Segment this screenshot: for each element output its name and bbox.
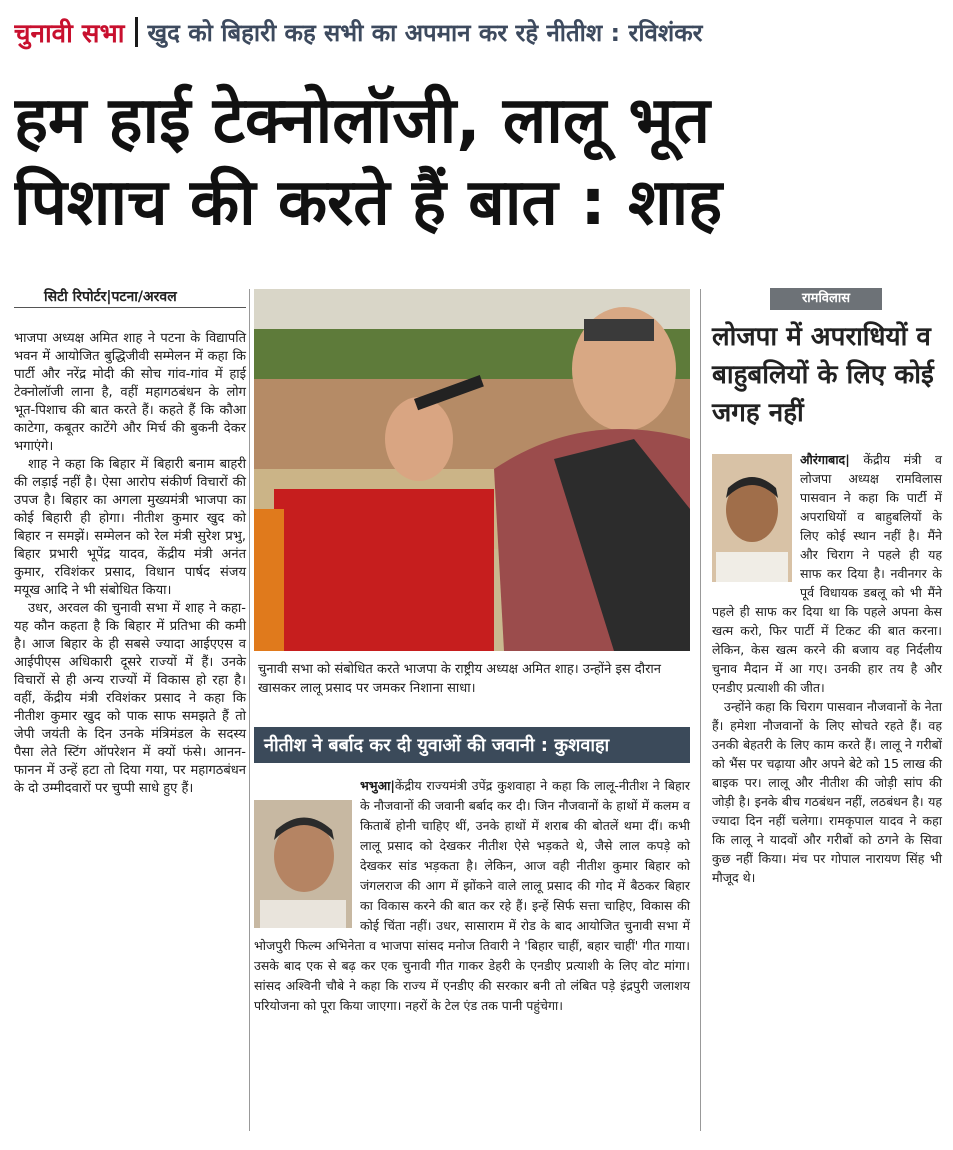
kushwaha-portrait-illustration xyxy=(254,800,352,928)
column-divider-right xyxy=(700,289,701,1131)
kicker-row xyxy=(14,12,944,52)
kushwaha-headline: नीतीश ने बर्बाद कर दी युवाओं की जवानी : कुशवाहा xyxy=(254,727,690,763)
paswan-portrait-illustration xyxy=(712,454,792,582)
main-story-body xyxy=(14,330,246,798)
side-story-paragraph-2: उन्होंने कहा कि चिराग पासवान नौजवानों के नेता हैं। हमेशा नौजवानों के लिए सोचते रहते हैं। वह उनकी बेहतरी के लिए काम करते हैं। लालू ने गरीबों को भैंस पर चढ़ाया और अपने बेटे को 15 लाख की बाइक पर। लालू और नीतीश की जोड़ी सांप की जोड़ी है। इनके बीच गठबंधन नहीं, लठबंधन है। यह ज्यादा दिन नहीं चलेगा। रामकृपाल यादव ने कहा कि लालू ने यादवों और गरीबों को ठगने के सिवा कुछ नहीं किया। मंच पर गोपाल नारायण सिंह भी मौजूद थे। xyxy=(712,699,942,885)
side-story-tag: रामविलास xyxy=(770,288,882,310)
kushwaha-story-text: केंद्रीय राज्यमंत्री उपेंद्र कुशवाहा ने कहा कि लालू-नीतीश ने बिहार के नौजवानों की जवानी बर्बाद कर दी। जिन नौजवानों के हाथों में कलम व किताबें होनी चाहिए थीं, उनके हाथों में शराब की बोतलें थमा दीं। कभी लालू प्रसाद को देखकर नीतीश ऐसे भड़कते थे, जैसे लाल कपड़े को देखकर सांड भड़कता है। लेकिन, आज वही नीतीश कुमार बिहार को जंगलराज की आग में झोंकने वाले लालू प्रसाद की गोद में बैठकर बिहार का विकास करने की बात कर रहे हैं। इन्हें सिर्फ सत्ता चाहिए, विकास की कोई चिंता नहीं। उधर, सासाराम में रोड के बाद आयोजित चुनावी सभा में भोजपुरी फिल्म अभिनेता व भाजपा सांसद मनोज तिवारी ने 'बिहार चाहीं, बहार चाहीं' गीत गाया। उसके बाद एक से बढ़ कर एक चुनावी गीत गाकर डेहरी के एनडीए प्रत्याशी के लिए वोट मांगा। सांसद अश्विनी चौबे ने कहा कि राज्य में एनडीए की सरकार बनी तो लंबित पड़े इंद्रपुरी जलाशय परियोजना को पूरा किया जाएगा। नहरों के टेल एंड तक पानी पहुंचेगा। xyxy=(254,778,690,1013)
main-story-paragraph: भाजपा अध्यक्ष अमित शाह ने पटना के विद्यापति भवन में आयोजित बुद्धिजीवी सम्मेलन में कहा कि पार्टी और नरेंद्र मोदी की सोच गांव-गांव में हाई टेक्नोलॉजी लाना है, वहीं महागठबंधन के लोग भूत-पिशाच की बात करते हैं। कहते हैं कि कौआ काटेगा, कबूतर काटेंगे और मिर्च की बुकनी देकर भगाएंगे। xyxy=(14,331,246,454)
side-story-paragraph-1 xyxy=(712,450,942,697)
kushwaha-dateline: भभुआ| xyxy=(360,778,395,793)
main-headline xyxy=(14,80,939,244)
main-story-paragraph: शाह ने कहा कि बिहार में बिहारी बनाम बाहरी की लड़ाई नहीं है। ऐसा आरोप संकीर्ण विचारों की उपज है। बिहार का अगला मुख्यमंत्री भाजपा का कोई बिहारी ही होगा। नीतीश कुमार खुद को बिहार न समझें। सम्मेलन को रेल मंत्री सुरेश प्रभु, बिहार प्रभारी भूपेंद्र यादव, केंद्रीय मंत्री अनंत कुमार, रविशंकर प्रसाद, विधान पार्षद संजय मयूख आदि ने भी संबोधित किया। xyxy=(14,457,246,598)
side-story-headline: लोजपा में अपराधियों व बाहुबलियों के लिए कोई जगह नहीं xyxy=(712,322,934,428)
photo-caption: चुनावी सभा को संबोधित करते भाजपा के राष्ट्रीय अध्यक्ष अमित शाह। उन्होंने इस दौरान खासकर लालू प्रसाद पर जमकर निशाना साधा। xyxy=(258,662,661,696)
column-divider-left xyxy=(249,289,250,1131)
side-story-text-1: केंद्रीय मंत्री व लोजपा अध्यक्ष रामविलास पासवान ने कहा कि पार्टी में अपराधियों व बाहुबलियों के लिए कोई स्थान नहीं है। मैंने और चिराग ने पहले ही यह साफ कर दिया है। नवीनगर के पूर्व विधायक डबलू को भी मैंने पहले ही साफ कर दिया था कि पहले अपना केस खत्म करो, फिर पार्टी में टिकट की बात करना। लेकिन, केस खत्म करने की बजाय वह निर्दलीय चुनाव मैदान में आ गए। उनकी हार तय है और एनडीए प्रत्याशी की जीत। xyxy=(712,452,942,695)
byline-divider xyxy=(14,307,246,308)
kicker-subheading: खुद को बिहारी कह सभी का अपमान कर रहे नीतीश : रविशंकर xyxy=(147,18,703,47)
paswan-portrait xyxy=(712,454,792,582)
side-story-body xyxy=(712,450,942,887)
headline-line-1: हम हाई टेक्नोलॉजी, लालू भूत xyxy=(14,84,710,158)
kushwaha-portrait xyxy=(254,800,352,928)
rally-photo xyxy=(254,289,690,651)
side-story-dateline: औरंगाबाद| xyxy=(800,452,850,467)
kicker-divider xyxy=(135,17,138,47)
headline-line-2: पिशाच की करते हैं बात : शाह xyxy=(14,166,723,240)
rally-photo-illustration xyxy=(254,289,690,651)
kushwaha-story-body xyxy=(254,776,690,1016)
byline: सिटी रिपोर्टर|पटना/अरवल xyxy=(44,289,177,305)
main-story-paragraph: उधर, अरवल की चुनावी सभा में शाह ने कहा- यह कौन कहता है कि बिहार में प्रतिभा की कमी है। आज बिहार के ही सबसे ज्यादा आईएएस व आईपीएस अधिकारी दूसरे राज्यों में हैं। उनके विचारों से ही अन्य राज्यों में विकास हो रहा है। वहीं, केंद्रीय मंत्री रविशंकर प्रसाद ने कहा कि नीतीश कुमार खुद को पाक साफ समझते हैं तो जेपी जयंती के दिन उनके मंत्रिमंडल के सदस्य पैसा लेते स्टिंग ऑपरेशन में क्यों फंसे। आनन-फानन में उन्हें हटा तो दिया गया, पर महागठबंधन के दो उम्मीदवारों पर चुप्पी साधे हुए हैं। xyxy=(14,601,246,796)
kicker-label: चुनावी सभा xyxy=(14,19,125,49)
